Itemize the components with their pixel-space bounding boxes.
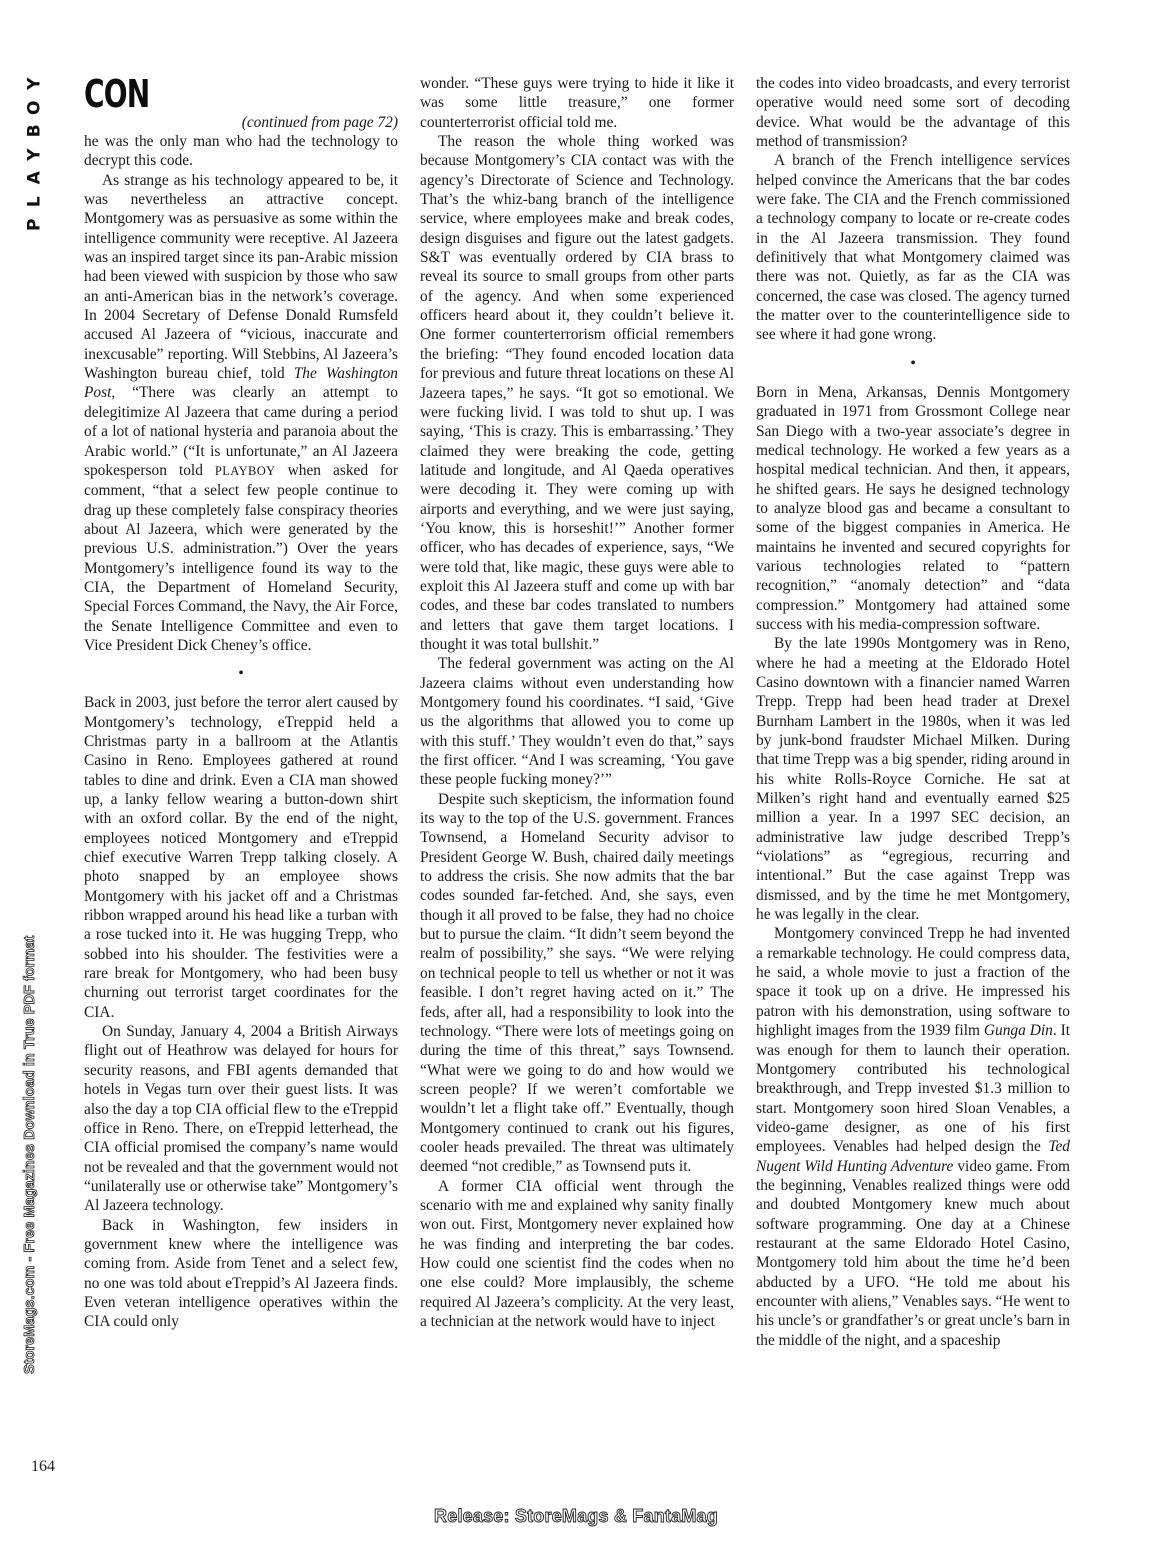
release-credit: Release: StoreMags & FantaMag [434,1506,718,1526]
text-run: Montgomery convinced Trepp he had invented a remarkable technology. He could compress data, he said, a whole movie to just a fraction of the space it took up on a drive. He impressed his patron with his demonstration, using software to highlight images from the 1939 film [756,925,1070,1040]
magazine-letter: Y [24,77,45,90]
publication-name: The Washington Post, [84,365,398,402]
magazine-letter: B [24,124,45,138]
paragraph: On Sunday, January 4, 2004 a British Airways flight out of Heathrow was delayed for hours for security reasons, and FBI agents demanded that hotels in Vegas turn over their guest lists. It was also the day a top CIA official flew to the eTreppid office in Reno. There, on eTreppid letterhead, the CIA official promised the company’s name would not be revealed and that the government would not “unilaterally use or otherwise take” Montgomery’s Al Jazeera technology. [84,1023,398,1215]
text-run: video game. From the beginning, Venables realized things were odd and doubted Montgomery knew much about software programming. One day at a Chinese restaurant at the same Eldorado Hotel Casino, Montgomery told him about the time he’d been abducted by a UFO. “He told me about his encounter with aliens,” Venables says. “He went to his uncle’s or grandfather’s or great uncle’s barn in the middle of the night, and a spaceship [756,1157,1070,1349]
paragraph: The reason the whole thing worked was because Montgomery’s CIA contact was with the agency’s Directorate of Science and Technology. That’s the whiz-bang branch of the intelligence service, where employees make and break codes, design disguises and figure out the latest gadgets. S&T was eventually ordered by CIA brass to reveal its source to small groups from other parts of the agency. And when some experienced officers heard about it, they couldn’t believe it. One former counterterrorism official remembers the briefing: “They found encoded location data for previous and future threat locations on these Al Jazeera tapes,” he says. “It got so emotional. We were fucking livid. I was told to shut up. I was saying, ‘This is crazy. This is embarrassing.’ They claimed they were breaking the code, getting latitude and longitude, and Al Qaeda operatives were decoding it. They were coming up with airports and everything, and we were just saying, ‘You know, this is horseshit!’” Another former officer, who has decades of experience, says, “We were told that, like magic, these guys were able to exploit this Al Jazeera stuff and come up with bar codes, and these bar codes translated to numbers and letters that gave them target locations. I thought it was total bullshit.” [420,133,734,653]
paragraph: By the late 1990s Montgomery was in Reno, where he had a meeting at the Eldorado Hotel Casino downtown with a financier named Warren Trepp. Trepp had been head trader at Drexel Burnham Lambert in the 1980s, when it was led by junk-bond fraudster Michael Milken. During that time Trepp was a big spender, riding around in his white Rolls-Royce Corniche. He sat at Milken’s right hand and eventually earned $25 million a year. In a 1997 SEC decision, an administrative law judge described Trepp’s “violations” as “egregious, recurring and intentional.” But the case against Trepp was dismissed, and by the time he met Montgomery, he was legally in the clear. [756,635,1070,924]
section-bullet: • [238,665,244,683]
paragraph [756,924,1070,1350]
magazine-name [20,72,50,237]
paragraph: Back in Washington, few insiders in government knew where the intelligence was coming from. Aside from Tenet and a select few, no one was told about eTreppid’s Al Jazeera finds. Even veteran intelligence operatives within the CIA could only [84,1216,398,1331]
playboy-caps: PLAYBOY [214,463,276,478]
page-number: 164 [31,1458,55,1475]
article-column-3 [756,74,1070,1350]
magazine-letter: P [24,218,45,231]
section-title: CON [84,72,150,116]
paragraph: wonder. “These guys were trying to hide it like it was some little treasure,” one former counterterrorist official told me. [420,75,734,131]
article-column-2 [420,74,734,1331]
watermark-text: StoreMags.com - Free Magazines Download in True PDF format [22,935,38,1374]
continued-note: (continued from page 72) [241,114,398,131]
paragraph: he was the only man who had the technology to decrypt this code. [84,133,398,170]
magazine-name-vertical [20,72,50,237]
paragraph: As strange as his technology appeared to be, it was nevertheless an attractive concept. Montgomery was as persuasive as some within the intelligence community were receptive. Al Jazeera was an inspired target since its pan-Arabic mission had been viewed with suspicion by those who saw an anti-American bias in the network’s coverage. In 2004 Secretary of Defense Donald Rumsfeld accused Al Jazeera of “vicious, inaccurate and inexcusable” reporting. Will Stebbins, Al Jazeera’s Washington bureau chief, told The Washington Post, “There was clearly an attempt to delegitimize Al Jazeera that came during a period of a lot of national hysteria and paranoia about the Arabic world.” (“It is unfortunate,” an Al Jazeera spokesperson told PLAYBOY when asked for comment, “that a select few people continue to drag up these completely false conspiracy theories about Al Jazeera, which were generated by the previous U.S. administration.”) Over the years Montgomery’s intelligence found its way to the CIA, the Department of Homeland Security, Special Forces Command, the Navy, the Air Force, the Senate Intelligence Committee and even to Vice President Dick Cheney’s office. [84,171,398,654]
title-italic: Gunga Din [983,1022,1053,1040]
paragraph: Back in 2003, just before the terror alert caused by Montgomery’s technology, eTreppid held a Christmas party in a ballroom at the Atlantis Casino in Reno. Employees gathered at round tables to dine and drink. Even a CIA man showed up, a lanky fellow wearing a button-down shirt with an oxford collar. By the end of the night, employees noticed Montgomery and eTreppid chief executive Warren Trepp talking closely. A photo snapped by an employee shows Montgomery with his jacket off and a Christmas ribbon wrapped around his head like a turban with a rose tucked into it. He was hugging Trepp, who sobbed into his shoulder. The festivities were a rare break for Montgomery, who had been busy churning out terrorist target coordinates for the CIA. [84,694,398,1021]
section-bullet: • [910,354,916,372]
magazine-letter: O [24,100,45,115]
text-run: . It was enough for them to launch their operation. Montgomery contributed his technological breakthrough, and Trepp invested $1.3 million to start. Montgomery soon hired Sloan Venables, a video-game designer, as one of his first employees. Venables had helped design the [756,1022,1070,1156]
magazine-letter: L [24,195,45,207]
article-column-1 [84,74,398,1332]
title-italic: Ted Nugent Wild Hunting Adventure [756,1138,1070,1175]
paragraph: the codes into video broadcasts, and every terrorist operative would need some sort of decoding device. What would be the advantage of this method of transmission? [756,75,1070,151]
paragraph: The federal government was acting on the Al Jazeera claims without even understanding how Montgomery found his coordinates. “I said, ‘Give us the algorithms that allowed you to come up with this stuff.’ They wouldn’t even do that,” says the first officer. “And I was screaming, ‘You gave these people fucking money?’” [420,655,734,789]
paragraph: Despite such skepticism, the information found its way to the top of the U.S. government. Frances Townsend, a Homeland Security advisor to President George W. Bush, chaired daily meetings to address the crisis. She now admits that the bar codes sounded far-fetched. And, she says, even though it all proved to be false, they had no choice but to pursue the claim. “It didn’t seem beyond the realm of possibility,” she says. “We were relying on technical people to tell us whether or not it was feasible. I don’t regret having acted on it.” The feds, after all, had a responsibility to look into the technology. “There were lots of meetings going on during the time of this threat,” says Townsend. “What were we going to do and how would we screen people? If we weren’t comfortable we wouldn’t let a flight take off.” Eventually, though Montgomery continued to crank out his figures, cooler heads prevailed. The threat was ultimately deemed “not credible,” as Townsend puts it. [420,790,734,1176]
magazine-letter: Y [24,148,45,161]
paragraph: A branch of the French intelligence services helped convince the Americans that the bar codes were fake. The CIA and the French commissioned a technology company to locate or re-create codes in the Al Jazeera transmission. They found definitively that what Montgomery claimed was there was not. Quietly, as far as the CIA was concerned, the case was closed. The agency turned the matter over to the counterintelligence side to see where it had gone wrong. [756,152,1070,344]
paragraph: A former CIA official went through the scenario with me and explained why sanity finally won out. First, Montgomery never explained how he was finding and interpreting the bar codes. How could one scientist find the codes when no one else could? More implausibly, the scheme required Al Jazeera’s complicity. At the very least, a technician at the network would have to inject [420,1177,734,1330]
paragraph: Born in Mena, Arkansas, Dennis Montgomery graduated in 1971 from Grossmont College near San Diego with a two-year associate’s degree in medical technology. He worked a few years as a hospital medical technician. And then, it appears, he shifted gears. He says he designed technology to analyze blood gas and became a consultant to some of the biggest companies in America. He maintains he invented and secured copyrights for various technologies related to “pattern recognition,” “anomaly detection” and “data compression.” Montgomery had attained some success with his media-compression software. [756,383,1070,633]
magazine-letter: A [24,171,45,185]
